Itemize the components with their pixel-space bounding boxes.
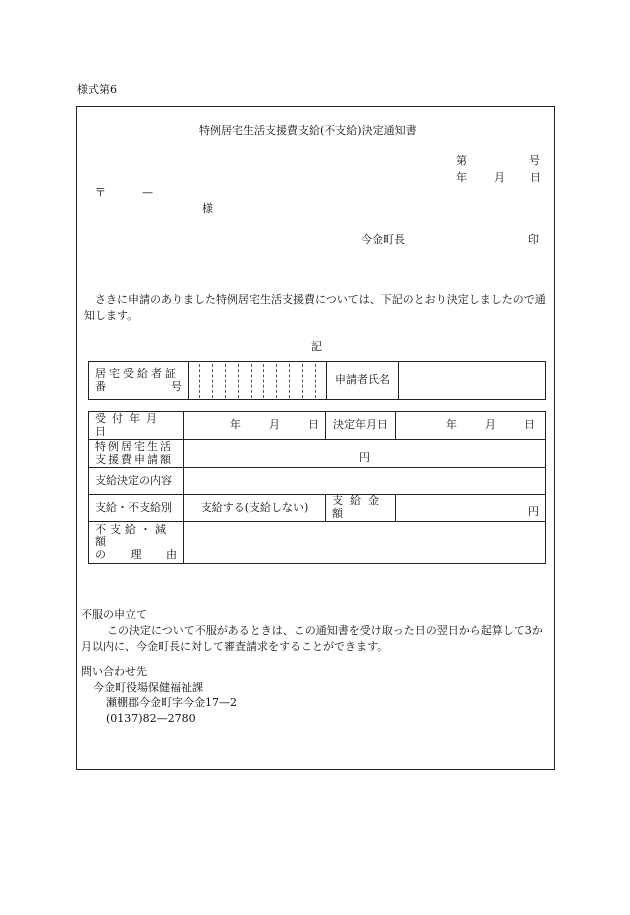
received-date-field[interactable]: 年 月 日 xyxy=(184,412,326,440)
issuer-name: 今金町長 xyxy=(361,233,405,246)
pay-type-label: 支給・不支給別 xyxy=(89,495,184,522)
doc-no-dai: 第 xyxy=(456,154,467,167)
request-amount-label: 特例居宅生活 支援費申請額 xyxy=(89,440,184,468)
contact-address: 瀬棚郡今金町字今金17—2 xyxy=(106,696,237,709)
contact-dept: 今金町役場保健福祉課 xyxy=(93,681,203,694)
date-hi: 日 xyxy=(530,171,541,184)
request-amount-field[interactable]: 円 xyxy=(184,440,546,468)
applicant-name-field[interactable] xyxy=(399,362,546,400)
addressee-suffix: 様 xyxy=(202,202,213,215)
applicant-name-label: 申請者氏名 xyxy=(327,362,399,400)
contact-phone: (0137)82—2780 xyxy=(106,712,196,725)
ki-heading: 記 xyxy=(311,340,322,353)
form-number: 様式第6 xyxy=(77,83,117,96)
decision-content-label: 支給決定の内容 xyxy=(89,468,184,495)
recipient-table xyxy=(88,361,546,400)
recipient-no-field[interactable] xyxy=(189,362,327,400)
decision-content-field[interactable] xyxy=(184,468,546,495)
reason-field[interactable] xyxy=(184,522,546,564)
decision-date-label: 決定年月日 xyxy=(326,412,396,440)
body-text: さきに申請のありました特例居宅生活支援費については、下記のとおり決定しましたので通知します。 xyxy=(84,293,546,322)
postal-mark: 〒 xyxy=(95,186,106,199)
pay-choice-field[interactable]: 支給する(支給しない) xyxy=(184,495,326,522)
document-title: 特例居宅生活支援費支給(不支給)決定通知書 xyxy=(199,124,417,137)
contact-heading: 問い合わせ先 xyxy=(81,665,147,678)
objection-heading: 不服の申立て xyxy=(81,608,147,621)
pay-amount-label: 支給金額 xyxy=(326,495,396,522)
postal-dash: — xyxy=(142,186,153,199)
date-tsuki: 月 xyxy=(494,171,505,184)
received-date-label: 受付年月日 xyxy=(89,412,184,440)
recipient-no-label: 居宅受給者証 番 号 xyxy=(89,362,189,400)
objection-text: この決定について不服があるときは、この通知書を受け取った日の翌日から起算して3か月以内に、今金町長に対して審査請求をすることができます。 xyxy=(81,624,543,653)
decision-date-field[interactable]: 年 月 日 xyxy=(396,412,546,440)
decision-table xyxy=(88,411,546,564)
seal-mark: 印 xyxy=(528,233,539,246)
pay-amount-field[interactable]: 円 xyxy=(396,495,546,522)
reason-label: 不支給・減額 の 理 由 xyxy=(89,522,184,564)
date-nen: 年 xyxy=(456,171,467,184)
doc-no-go: 号 xyxy=(529,154,540,167)
